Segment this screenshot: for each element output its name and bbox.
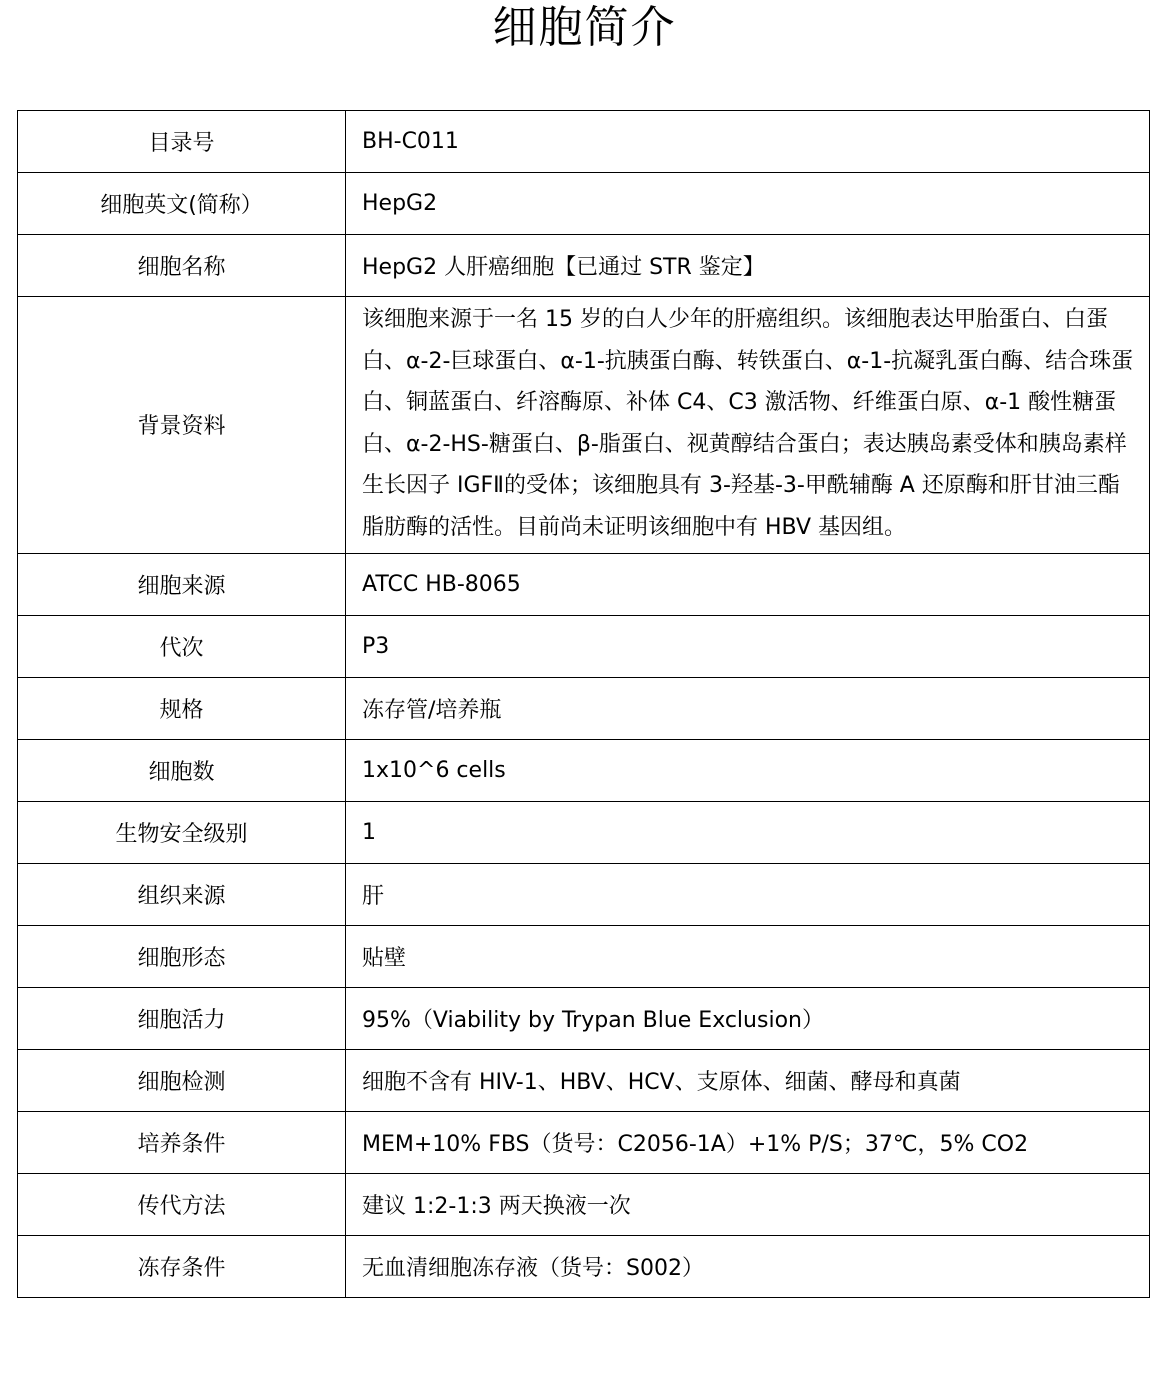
row-label: 规格 <box>18 677 346 739</box>
table-row <box>18 677 1150 739</box>
row-label: 细胞活力 <box>18 987 346 1049</box>
table-row <box>18 235 1150 297</box>
row-value: 冻存管/培养瓶 <box>346 677 1150 739</box>
row-value: 建议 1:2-1:3 两天换液一次 <box>346 1173 1150 1235</box>
table-row <box>18 553 1150 615</box>
row-label: 组织来源 <box>18 863 346 925</box>
table-row <box>18 297 1150 554</box>
row-value: 贴壁 <box>346 925 1150 987</box>
row-label: 代次 <box>18 615 346 677</box>
row-value: BH-C011 <box>346 111 1150 173</box>
row-value: 无血清细胞冻存液（货号：S002） <box>346 1235 1150 1297</box>
table-row <box>18 1111 1150 1173</box>
row-value: 95%（Viability by Trypan Blue Exclusion） <box>346 987 1150 1049</box>
row-value: 1 <box>346 801 1150 863</box>
cell-info-table <box>17 110 1150 1298</box>
row-label: 培养条件 <box>18 1111 346 1173</box>
table-row <box>18 863 1150 925</box>
table-row <box>18 173 1150 235</box>
row-label: 目录号 <box>18 111 346 173</box>
table-row <box>18 1049 1150 1111</box>
row-value: 肝 <box>346 863 1150 925</box>
table-row <box>18 987 1150 1049</box>
row-label: 细胞形态 <box>18 925 346 987</box>
table-row <box>18 925 1150 987</box>
row-value: 细胞不含有 HIV-1、HBV、HCV、支原体、细菌、酵母和真菌 <box>346 1049 1150 1111</box>
row-value: 该细胞来源于一名 15 岁的白人少年的肝癌组织。该细胞表达甲胎蛋白、白蛋白、α-2-巨球蛋白、α-1-抗胰蛋白酶、转铁蛋白、α-1-抗凝乳蛋白酶、结合珠蛋白、铜蓝蛋白、纤溶酶原、补体 C4、C3 激活物、纤维蛋白原、α-1 酸性糖蛋白、α-2-HS-糖蛋白、β-脂蛋白、视黄醇结合蛋白；表达胰岛素受体和胰岛素样生长因子 IGFⅡ的受体；该细胞具有 3-羟基-3-甲酰辅酶 A 还原酶和肝甘油三酯脂肪酶的活性。目前尚未证明该细胞中有 HBV 基因组。 <box>346 297 1150 554</box>
page-title: 细胞简介 <box>492 2 677 53</box>
row-label: 传代方法 <box>18 1173 346 1235</box>
row-value: HepG2 人肝癌细胞【已通过 STR 鉴定】 <box>346 235 1150 297</box>
row-label: 细胞英文(简称） <box>18 173 346 235</box>
row-label: 细胞数 <box>18 739 346 801</box>
row-value: MEM+10% FBS（货号：C2056-1A）+1% P/S；37℃，5% CO2 <box>346 1111 1150 1173</box>
row-label: 冻存条件 <box>18 1235 346 1297</box>
table-row <box>18 1235 1150 1297</box>
row-label: 细胞名称 <box>18 235 346 297</box>
table-row <box>18 1173 1150 1235</box>
row-value: HepG2 <box>346 173 1150 235</box>
row-label: 细胞来源 <box>18 553 346 615</box>
row-label: 细胞检测 <box>18 1049 346 1111</box>
table-row <box>18 739 1150 801</box>
table-row <box>18 615 1150 677</box>
row-value: ATCC HB-8065 <box>346 553 1150 615</box>
table-row <box>18 801 1150 863</box>
row-value: 1x10^6 cells <box>346 739 1150 801</box>
row-label: 背景资料 <box>18 297 346 554</box>
table-row <box>18 111 1150 173</box>
row-label: 生物安全级别 <box>18 801 346 863</box>
row-value: P3 <box>346 615 1150 677</box>
